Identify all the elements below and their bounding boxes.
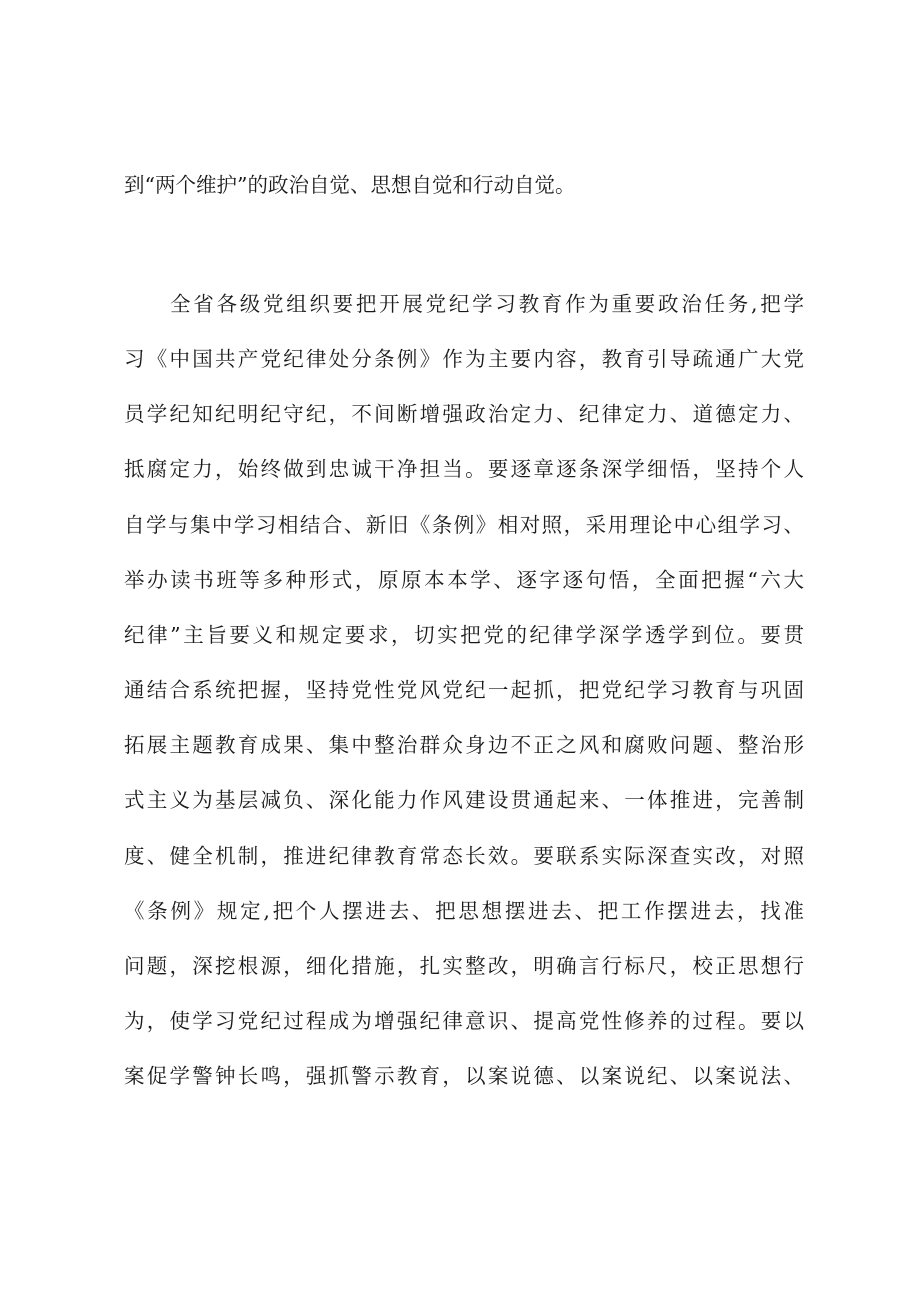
paragraph-line: 《条例》规定,把个人摆进去、把思想摆进去、把工作摆进去，找准 — [124, 899, 804, 923]
paragraph-line: 到“两个维护”的政治自觉、思想自觉和行动自觉。 — [124, 173, 576, 197]
paragraph-line: 纪律”主旨要义和规定要求，切实把党的纪律学深学透学到位。要贯 — [124, 623, 804, 647]
paragraph-line: 举办读书班等多种形式，原原本本学、逐字逐句悟，全面把握“六大 — [124, 568, 804, 592]
paragraph-line: 自学与集中学习相结合、新旧《条例》相对照，采用理论中心组学习、 — [124, 513, 804, 537]
paragraph-line: 为，使学习党纪过程成为增强纪律意识、提高党性修养的过程。要以 — [124, 1009, 804, 1033]
paragraph-line: 案促学警钟长鸣，强抓警示教育，以案说德、以案说纪、以案说法、 — [124, 1064, 804, 1088]
paragraph-line: 全省各级党组织要把开展党纪学习教育作为重要政治任务,把学 — [170, 292, 804, 316]
paragraph-line: 问题，深挖根源，细化措施，扎实整改，明确言行标尺，校正思想行 — [124, 954, 804, 978]
paragraph-line: 员学纪知纪明纪守纪，不间断增强政治定力、纪律定力、道德定力、 — [124, 402, 804, 426]
paragraph-line: 拓展主题教育成果、集中整治群众身边不正之风和腐败问题、整治形 — [124, 733, 804, 757]
paragraph-line: 习《中国共产党纪律处分条例》作为主要内容，教育引导疏通广大党 — [124, 347, 804, 371]
paragraph-line: 式主义为基层减负、深化能力作风建设贯通起来、一体推进，完善制 — [124, 788, 804, 812]
paragraph-line: 度、健全机制，推进纪律教育常态长效。要联系实际深查实改，对照 — [124, 844, 804, 868]
paragraph-line: 抵腐定力，始终做到忠诚干净担当。要逐章逐条深学细悟，坚持个人 — [124, 457, 804, 481]
paragraph-line: 通结合系统把握，坚持党性党风党纪一起抓，把党纪学习教育与巩固 — [124, 678, 804, 702]
